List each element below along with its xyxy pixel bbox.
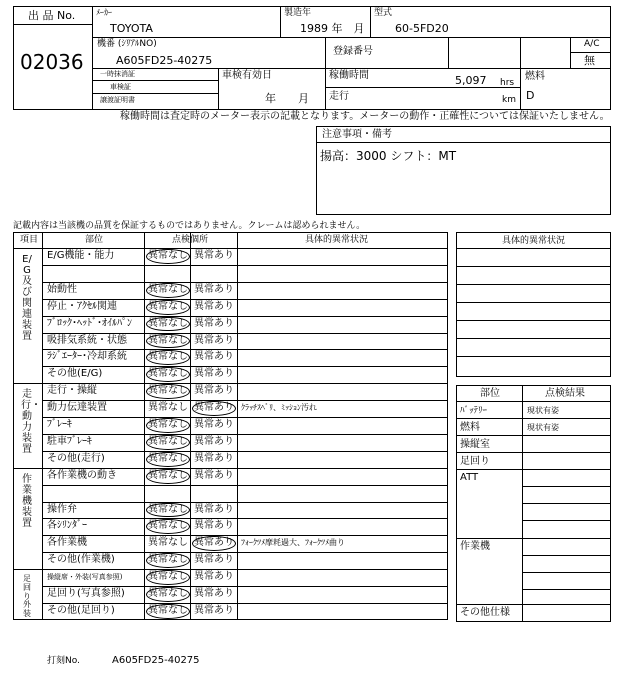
- row-detail: ﾌｫｰｸﾂﾒ摩耗過大、ﾌｫｰｸﾂﾒ曲り: [241, 538, 345, 548]
- status-ok: 異常なし: [148, 368, 188, 380]
- serial-value: A605FD25-40275: [116, 54, 213, 67]
- selected-circle: [146, 435, 190, 450]
- status-ok: 異常なし: [148, 402, 188, 414]
- lot-number: 02036: [20, 50, 84, 74]
- status-ng: 異常あり: [194, 368, 234, 380]
- row-part: 足回り(写真参照): [47, 588, 125, 599]
- status-ok: 異常なし: [148, 604, 188, 616]
- stamp-value: A605FD25-40275: [112, 655, 200, 666]
- other-spec-label: その他仕様: [460, 607, 510, 618]
- row-part: 走行・操縦: [47, 385, 97, 397]
- status-ng: 異常あり: [194, 469, 234, 481]
- hours-label: 稼働時間: [329, 70, 369, 81]
- km-label: 走行: [329, 91, 349, 102]
- year-value: 1989 年 月: [300, 22, 365, 35]
- row-part: その他(足回り): [47, 604, 115, 616]
- disclaimer-meter: 稼働時間は査定時のメーター表示の記載となります。メーターの動作・正確性については保証いたしません。: [120, 111, 610, 122]
- status-ok: 異常なし: [148, 283, 188, 295]
- results-result-header: 点検結果: [545, 388, 585, 399]
- fuel-result: 現状有姿: [527, 423, 559, 432]
- status-ng: 異常あり: [194, 435, 234, 447]
- status-ng: 異常あり: [194, 571, 234, 583]
- selected-circle: [146, 249, 190, 264]
- selected-circle: [146, 570, 190, 585]
- status-ng: 異常あり: [194, 503, 234, 515]
- inspection-label: 車検有効日: [222, 70, 272, 81]
- row-part: ﾌﾞﾚｰｷ: [47, 419, 72, 430]
- group-label: 走行・動力装置: [21, 389, 41, 456]
- row-part: 始動性: [47, 283, 77, 295]
- maker-value: TOYOTA: [110, 22, 153, 35]
- hours-unit: hrs: [500, 78, 515, 88]
- status-ng: 異常あり: [194, 520, 234, 532]
- undercarriage-label: 足回り: [460, 456, 490, 467]
- status-ng: 異常あり: [194, 300, 234, 312]
- row-part: その他(E/G): [47, 368, 103, 380]
- status-ng: 異常あり: [194, 385, 234, 397]
- notes-label: 注意事項・備考: [322, 129, 392, 140]
- status-ng: 異常あり: [194, 588, 234, 599]
- status-ng: 異常あり: [194, 419, 234, 430]
- reg-label: 登録番号: [333, 46, 373, 57]
- selected-circle: [146, 283, 190, 298]
- status-ok: 異常なし: [148, 537, 188, 549]
- selected-circle: [146, 452, 190, 467]
- status-ok: 異常なし: [148, 334, 188, 346]
- vehicle-cert-label: 車検証: [110, 83, 131, 91]
- status-ok: 異常なし: [148, 452, 188, 464]
- status-ok: 異常なし: [148, 300, 188, 312]
- status-ng: 異常あり: [194, 334, 234, 346]
- km-unit: km: [502, 95, 516, 105]
- row-part: 各作業機の動き: [47, 469, 117, 481]
- cabin-label: 操縦室: [460, 439, 490, 450]
- row-detail: ｸﾗｯﾁｽﾍﾞﾘ、ﾐｯｼｮﾝ汚れ: [241, 403, 317, 413]
- header-part: 部位: [85, 235, 104, 245]
- row-part: 駐車ﾌﾞﾚｰｷ: [47, 435, 92, 447]
- row-part: 各ｼﾘﾝﾀﾞｰ: [47, 520, 87, 532]
- status-ok: 異常なし: [148, 435, 188, 447]
- status-ok: 異常なし: [148, 385, 188, 397]
- row-part: ﾗｼﾞｴｰﾀｰ･冷却系統: [47, 351, 127, 363]
- status-ng: 異常あり: [194, 604, 234, 616]
- status-ok: 異常なし: [148, 351, 188, 363]
- selected-circle: [146, 553, 190, 568]
- battery-label: ﾊﾞｯﾃﾘｰ: [460, 406, 488, 416]
- selected-circle: [146, 587, 190, 602]
- status-ok: 異常なし: [148, 469, 188, 481]
- year-label: 製造年: [284, 8, 312, 18]
- att-label: ATT: [460, 472, 479, 483]
- status-ng: 異常あり: [194, 351, 234, 363]
- status-ok: 異常なし: [148, 554, 188, 566]
- status-ok: 異常なし: [148, 588, 188, 599]
- status-ok: 異常なし: [148, 419, 188, 430]
- selected-circle: [146, 418, 190, 433]
- status-ng: 異常あり: [194, 452, 234, 464]
- notes-text: 揚高：3000 シフト：MT: [320, 149, 457, 163]
- fuel-value: D: [526, 89, 535, 102]
- disclaimer-quality: 記載内容は当該機の品質を保証するものではありません。クレームは認められません。: [13, 221, 366, 231]
- model-value: 60-5FD20: [395, 22, 449, 35]
- row-part: 操縦席・外装(写真参照): [47, 573, 123, 582]
- selected-circle: [146, 384, 190, 399]
- fuel-label: 燃料: [525, 71, 545, 82]
- status-ok: 異常なし: [148, 571, 188, 583]
- side-detail-header: 具体的異常状況: [502, 236, 566, 246]
- status-ng: 異常あり: [194, 317, 234, 329]
- status-ng: 異常あり: [194, 283, 234, 295]
- status-ng: 異常あり: [194, 537, 234, 549]
- status-ng: 異常あり: [194, 402, 234, 414]
- row-part: その他(走行): [47, 452, 105, 464]
- group-label: E/G及び関連装置: [22, 254, 32, 342]
- header-check: 点検個所: [172, 235, 209, 245]
- row-part: ﾌﾞﾛｯｸ･ﾍｯﾄﾞ･ｵｲﾙﾊﾟﾝ: [47, 317, 132, 329]
- status-ok: 異常なし: [148, 317, 188, 329]
- row-part: 吸排気系統・状態: [47, 334, 127, 346]
- group-label: 作業機装置: [22, 473, 32, 529]
- status-ok: 異常なし: [148, 503, 188, 515]
- header-item: 項目: [20, 235, 39, 245]
- lot-label: 出 品 No.: [28, 9, 76, 22]
- ac-value: 無: [584, 54, 595, 67]
- results-part-header: 部位: [480, 388, 500, 399]
- selected-circle: [192, 401, 236, 416]
- row-part: 停止・ｱｸｾﾙ関連: [47, 300, 117, 312]
- status-ok: 異常なし: [148, 250, 188, 261]
- ac-label: A/C: [584, 39, 600, 49]
- status-ok: 異常なし: [148, 520, 188, 532]
- hours-value: 5,097: [455, 74, 487, 87]
- header-detail: 具体的異常状況: [305, 235, 369, 245]
- status-ng: 異常あり: [194, 554, 234, 566]
- stamp-label: 打刻No.: [47, 656, 80, 666]
- row-part: 動力伝達装置: [47, 402, 107, 414]
- battery-result: 現状有姿: [527, 406, 559, 415]
- maker-label: ﾒｰｶｰ: [96, 8, 112, 17]
- model-label: 型式: [374, 8, 393, 18]
- row-part: 各作業機: [47, 537, 87, 549]
- row-part: その他(作業機): [47, 554, 115, 566]
- row-part: 操作弁: [47, 503, 77, 515]
- work-label: 作業機: [460, 541, 490, 552]
- serial-label: 機番 (ｼﾘｱﾙNO): [97, 39, 157, 49]
- selected-circle: [146, 469, 190, 484]
- fuel-part-label: 燃料: [460, 422, 480, 433]
- status-ng: 異常あり: [194, 250, 234, 261]
- inspection-value: 年 月: [265, 92, 309, 105]
- row-part: E/G機能・能力: [47, 250, 115, 261]
- trans-cert-label: 譲渡証明書: [100, 96, 135, 104]
- temp-permit-label: 一時抹消証: [100, 70, 135, 78]
- selected-circle: [146, 300, 190, 315]
- group-label: 足回り外装: [23, 574, 31, 619]
- selected-circle: [146, 604, 190, 619]
